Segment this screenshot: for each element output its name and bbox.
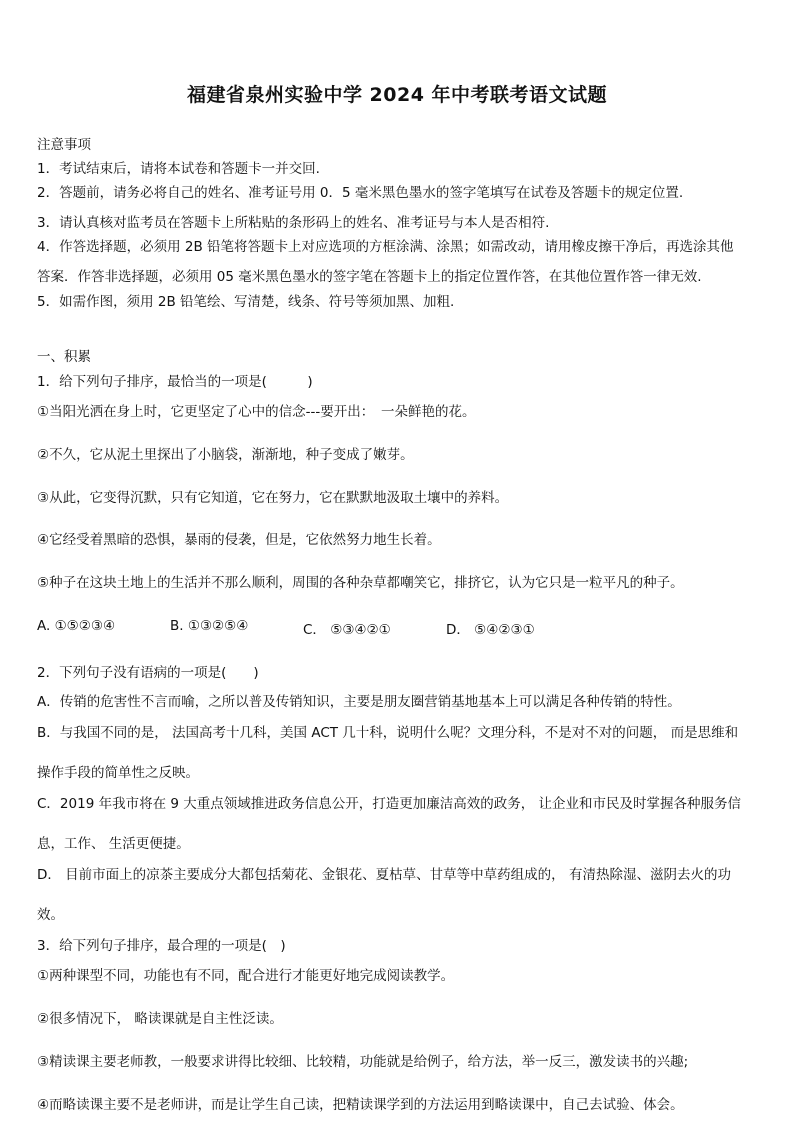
- q2-line: A．传销的危害性不言而喻，之所以普及传销知识，主要是朋友圈营销基地基本上可以满足各种传销的特性。: [37, 694, 681, 710]
- q1-option-a: A. ①⑤②③④: [37, 618, 116, 634]
- q1-option-c: C． ⑤③④②①: [303, 622, 391, 638]
- q3-sentence: ③精读课主要老师教，一般要求讲得比较细、比较精，功能就是给例子，给方法，举一反三，激发读书的兴趣;: [37, 1054, 689, 1070]
- q2-line: 操作手段的简单性之反映。: [37, 765, 199, 781]
- q2-line: C．2019 年我市将在 9 大重点领域推进政务信息公开，打造更加廉洁高效的政务， 让企业和市民及时掌握各种服务信: [37, 796, 742, 812]
- q2-line: 息，工作、 生活更便捷。: [37, 836, 190, 852]
- q1-option-b: B. ①③②⑤④: [170, 618, 249, 634]
- q1-sentence: ①当阳光洒在身上时，它更坚定了心中的信念---要开出： 一朵鲜艳的花。: [37, 404, 476, 420]
- q3-sentence: ④而略读课主要不是老师讲，而是让学生自己读，把精读课学到的方法运用到略读课中，自己去试验、体会。: [37, 1097, 684, 1113]
- notice-heading: 注意事项: [37, 137, 91, 153]
- section-heading: 一、积累: [37, 349, 91, 365]
- notice-item: 2．答题前，请务必将自己的姓名、准考证号用 0．5 毫米黑色墨水的签字笔填写在试卷及答题卡的规定位置.: [37, 185, 684, 201]
- notice-item: 1．考试结束后，请将本试卷和答题卡一并交回.: [37, 161, 320, 177]
- notice-item: 5．如需作图，须用 2B 铅笔绘、写清楚，线条、符号等须加黑、加粗.: [37, 294, 455, 310]
- q2-line: B．与我国不同的是， 法国高考十几科，美国 ACT 几十科，说明什么呢？文理分科，不是对不对的问题， 而是思维和: [37, 725, 739, 741]
- exam-title: 福建省泉州实验中学 2024 年中考联考语文试题: [186, 84, 608, 106]
- q2-line: 效。: [37, 907, 64, 923]
- q1-sentence: ②不久，它从泥土里探出了小脑袋，渐渐地，种子变成了嫩芽。: [37, 447, 414, 463]
- q3-sentence: ②很多情况下， 略读课就是自主性泛读。: [37, 1011, 283, 1027]
- q1-sentence: ③从此，它变得沉默，只有它知道，它在努力，它在默默地汲取土壤中的养料。: [37, 490, 509, 506]
- q1-option-d: D． ⑤④②③①: [446, 622, 535, 638]
- q1-options: [37, 618, 762, 636]
- question-1-stem: 1．给下列句子排序，最恰当的一项是( ): [37, 374, 313, 390]
- notice-item: 4．作答选择题，必须用 2B 铅笔将答题卡上对应选项的方框涂满、涂黑；如需改动，请用橡皮擦干净后，再选涂其他: [37, 239, 734, 255]
- q3-sentence: ①两种课型不同，功能也有不同，配合进行才能更好地完成阅读教学。: [37, 968, 455, 984]
- question-3-stem: 3．给下列句子排序，最合理的一项是( ): [37, 938, 286, 954]
- question-2-stem: 2．下列句子没有语病的一项是( ): [37, 665, 259, 681]
- notice-item: 答案．作答非选择题，必须用 05 毫米黑色墨水的签字笔在答题卡上的指定位置作答，在其他位置作答一律无效.: [37, 269, 702, 285]
- q2-line: D． 目前市面上的凉茶主要成分大都包括菊花、金银花、夏枯草、甘草等中草药组成的， 有清热除湿、滋阴去火的功: [37, 867, 731, 883]
- notice-item: 3．请认真核对监考员在答题卡上所粘贴的条形码上的姓名、准考证号与本人是否相符.: [37, 215, 550, 231]
- q1-sentence: ⑤种子在这块土地上的生活并不那么顺利，周围的各种杂草都嘲笑它，排挤它，认为它只是一粒平凡的种子。: [37, 575, 684, 591]
- q1-sentence: ④它经受着黑暗的恐惧，暴雨的侵袭，但是，它依然努力地生长着。: [37, 532, 441, 548]
